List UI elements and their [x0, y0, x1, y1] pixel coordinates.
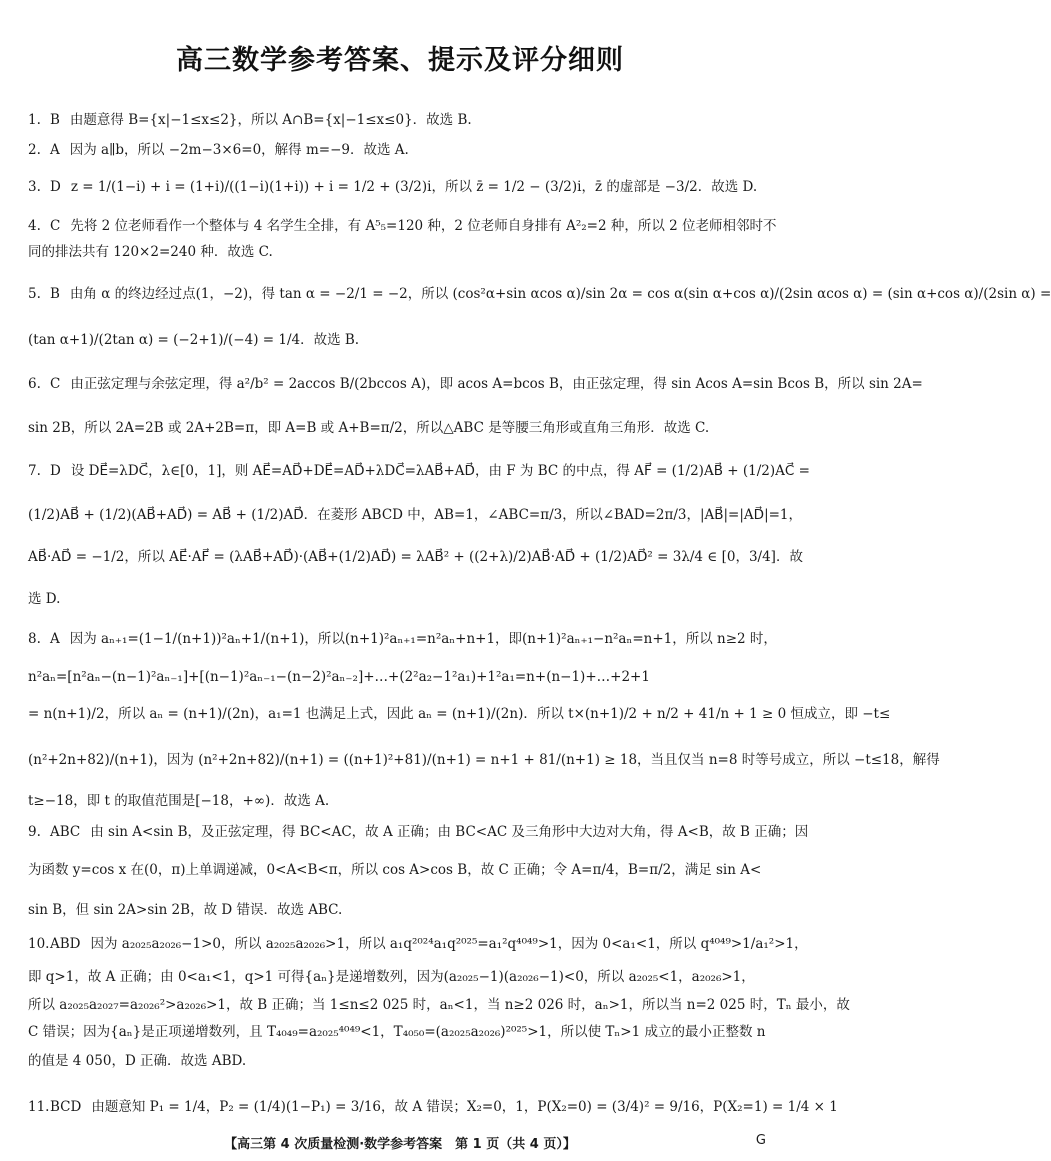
answer-choice: D: [50, 463, 61, 479]
question-number: 9.: [28, 824, 41, 840]
question-number: 6.: [28, 376, 41, 392]
question-number: 8.: [28, 631, 41, 647]
solution-line: 由题意知 P₁ = 1/4，P₂ = (1/4)(1−P₁) = 3/16，故 A 错误；X₂=0，1，P(X₂=0) = (3/4)² = 9/16，P(X₂=1) = 1/4 × 1: [91, 1099, 838, 1115]
solution-line: 由正弦定理与余弦定理，得 a²/b² = 2accos B/(2bccos A)，即 acos A=bcos B，由正弦定理，得 sin Acos A=sin Bcos B，所以 sin 2A=: [70, 376, 923, 392]
solution-line: 的值是 4 050，D 正确．故选 ABD.: [28, 1053, 247, 1069]
solution-line: 为函数 y=cos x 在(0，π)上单调递减，0<A<B<π，所以 cos A>cos B，故 C 正确；令 A=π/4，B=π/2，满足 sin A<: [28, 862, 762, 878]
solution-line: 选 D.: [28, 591, 61, 607]
question-number: 7.: [28, 463, 41, 479]
solution-line: 先将 2 位老师看作一个整体与 4 名学生全排，有 A⁵₅=120 种，2 位老师自身排有 A²₂=2 种，所以 2 位老师相邻时不: [70, 218, 777, 234]
solution-line: C 错误；因为{aₙ}是正项递增数列，且 T₄₀₄₉=a₂₀₂₅⁴⁰⁴⁹<1，T₄₀₅₀=(a₂₀₂₅a₂₀₂₆)²⁰²⁵>1，所以使 Tₙ>1 成立的最小正整数 n: [28, 1024, 766, 1040]
answer-choice: ABD: [50, 936, 81, 952]
question-number: 10.: [28, 936, 50, 952]
solution-line: n²aₙ=[n²aₙ−(n−1)²aₙ₋₁]+[(n−1)²aₙ₋₁−(n−2)²aₙ₋₂]+…+(2²a₂−1²a₁)+1²a₁=n+(n−1)+…+2+1: [28, 669, 650, 685]
solution-line: 即 q>1，故 A 正确；由 0<a₁<1，q>1 可得{aₙ}是递增数列，因为(a₂₀₂₅−1)(a₂₀₂₆−1)<0，所以 a₂₀₂₅<1，a₂₀₂₆>1，: [28, 969, 755, 985]
answer-choice: ABC: [50, 824, 81, 840]
answer-choice: C: [50, 376, 61, 392]
solution-line: 由题意得 B={x|−1≤x≤2}，所以 A∩B={x|−1≤x≤0}．故选 B.: [69, 112, 472, 128]
answer-choice: B: [50, 286, 60, 302]
answer-choice: C: [50, 218, 61, 234]
answer-choice: A: [50, 142, 60, 158]
solution-line: (1/2)AB⃗ + (1/2)(AB⃗+AD⃗) = AB⃗ + (1/2)AD⃗．在菱形 ABCD 中，AB=1，∠ABC=π/3，所以∠BAD=2π/3，|AB⃗|=|AD⃗|=1，: [28, 507, 803, 523]
solution-line: = n(n+1)/2，所以 aₙ = (n+1)/(2n)，a₁=1 也满足上式，因此 aₙ = (n+1)/(2n)．所以 t×(n+1)/2 + n/2 + 41/n + 1 ≥ 0 恒成立，即 −t≤: [28, 706, 891, 722]
question-number: 2.: [28, 142, 41, 158]
footer-mark: G: [755, 1133, 766, 1148]
question-number: 5.: [28, 286, 41, 302]
solution-line: (n²+2n+82)/(n+1)，因为 (n²+2n+82)/(n+1) = ((n+1)²+81)/(n+1) = n+1 + 81/(n+1) ≥ 18，当且仅当 n=8 时等号成立，所以 −t≤18，解得: [28, 752, 940, 768]
question-number: 11.: [28, 1099, 50, 1115]
question-number: 3.: [28, 179, 41, 195]
solution-line: t≥−18，即 t 的取值范围是[−18，+∞)．故选 A.: [28, 793, 330, 809]
question-number: 1.: [28, 112, 41, 128]
solution-line: 因为 a₂₀₂₅a₂₀₂₆−1>0，所以 a₂₀₂₅a₂₀₂₆>1，所以 a₁q²⁰²⁴a₁q²⁰²⁵=a₁²q⁴⁰⁴⁹>1，因为 0<a₁<1，所以 q⁴⁰⁴⁹>1/a₁²>1，: [90, 936, 808, 952]
answer-choice: D: [50, 179, 61, 195]
page-footer: 【高三第 4 次质量检测·数学参考答案 第 1 页（共 4 页）】: [224, 1137, 576, 1152]
solution-line: 由角 α 的终边经过点(1，−2)，得 tan α = −2/1 = −2，所以 (cos²α+sin αcos α)/sin 2α = cos α(sin α+cos α)/(2sin αcos α) = (sin α+cos α)/(2sin α) =: [69, 286, 1051, 302]
page-title: 高三数学参考答案、提示及评分细则: [176, 45, 624, 76]
solution-line: sin 2B，所以 2A=2B 或 2A+2B=π，即 A=B 或 A+B=π/2，所以△ABC 是等腰三角形或直角三角形．故选 C.: [28, 420, 710, 436]
answer-choice: A: [50, 631, 60, 647]
answer-choice: B: [50, 112, 60, 128]
solution-line: 因为 a∥b，所以 −2m−3×6=0，解得 m=−9．故选 A.: [69, 142, 409, 158]
solution-line: 设 DE⃗=λDC⃗，λ∈[0，1]，则 AE⃗=AD⃗+DE⃗=AD⃗+λDC⃗=λAB⃗+AD⃗，由 F 为 BC 的中点，得 AF⃗ = (1/2)AB⃗ + (1/2)AC⃗ =: [70, 463, 810, 479]
solution-line: 同的排法共有 120×2=240 种．故选 C.: [28, 244, 273, 260]
solution-line: 由 sin A<sin B，及正弦定理，得 BC<AC，故 A 正确；由 BC<AC 及三角形中大边对大角，得 A<B，故 B 正确；因: [90, 824, 809, 840]
solution-line: 所以 a₂₀₂₅a₂₀₂₇=a₂₀₂₆²>a₂₀₂₆>1，故 B 正确；当 1≤n≤2 025 时，aₙ<1，当 n≥2 026 时，aₙ>1，所以当 n=2 025 时，Tₙ 最小，故: [28, 997, 850, 1013]
solution-line: 因为 aₙ₊₁=(1−1/(n+1))²aₙ+1/(n+1)，所以(n+1)²aₙ₊₁=n²aₙ+n+1，即(n+1)²aₙ₊₁−n²aₙ=n+1，所以 n≥2 时，: [69, 631, 777, 647]
solution-line: (tan α+1)/(2tan α) = (−2+1)/(−4) = 1/4．故选 B.: [28, 332, 360, 348]
solution-line: sin B，但 sin 2A>sin 2B，故 D 错误．故选 ABC.: [28, 902, 343, 918]
solution-line: AB⃗·AD⃗ = −1/2，所以 AE⃗·AF⃗ = (λAB⃗+AD⃗)·(AB⃗+(1/2)AD⃗) = λAB⃗² + ((2+λ)/2)AB⃗·AD⃗ + (1/2)AD⃗² = 3λ/4 ∈ [0，3/4]．故: [28, 549, 803, 565]
solution-line: z = 1/(1−i) + i = (1+i)/((1−i)(1+i)) + i = 1/2 + (3/2)i，所以 z̄ = 1/2 − (3/2)i，z̄ 的虚部是 −3/2．故选 D.: [70, 179, 758, 195]
answer-choice: BCD: [50, 1099, 82, 1115]
question-number: 4.: [28, 218, 41, 234]
